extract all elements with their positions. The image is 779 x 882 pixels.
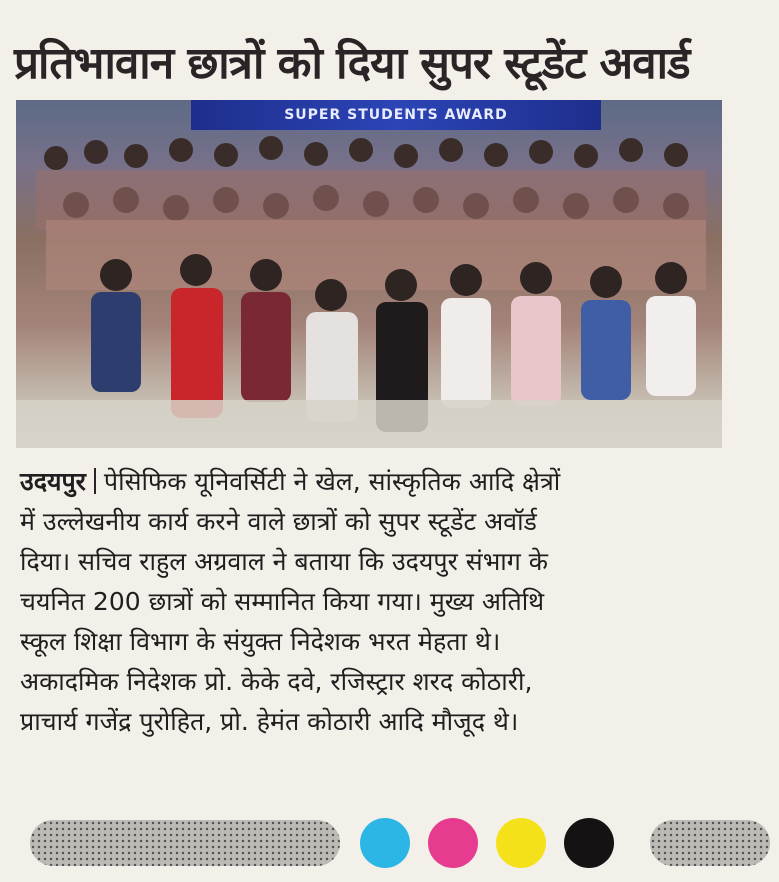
article-body xyxy=(20,462,736,742)
article-line: अकादमिक निदेशक प्रो. केके दवे, रजिस्ट्रार शरद कोठारी, xyxy=(20,667,533,696)
dateline-separator xyxy=(94,468,96,494)
award-banner: SUPER STUDENTS AWARD xyxy=(191,100,601,130)
cyan-registration-dot xyxy=(360,818,410,868)
article-line: उदयपुर पेसिफिक यूनिवर्सिटी ने खेल, सांस्कृतिक आदि क्षेत्रों xyxy=(20,467,561,496)
article-line: में उल्लेखनीय कार्य करने वाले छात्रों को सुपर स्टूडेंट अवॉर्ड xyxy=(20,507,537,536)
news-photo xyxy=(16,100,722,448)
yellow-registration-dot xyxy=(496,818,546,868)
dateline: उदयपुर xyxy=(20,467,86,496)
black-registration-dot xyxy=(564,818,614,868)
print-registration-bar-left xyxy=(30,820,340,866)
print-registration-bar-right xyxy=(650,820,770,866)
headline: प्रतिभावान छात्रों को दिया सुपर स्टूडेंट अवार्ड xyxy=(14,38,690,89)
article-line: स्कूल शिक्षा विभाग के संयुक्त निदेशक भरत मेहता थे। xyxy=(20,627,501,656)
article-line: प्राचार्य गजेंद्र पुरोहित, प्रो. हेमंत कोठारी आदि मौजूद थे। xyxy=(20,707,519,736)
article-line: दिया। सचिव राहुल अग्रवाल ने बताया कि उदयपुर संभाग के xyxy=(20,547,548,576)
crowd-illustration xyxy=(16,100,722,448)
article-line: चयनित 200 छात्रों को सम्मानित किया गया। मुख्य अतिथि xyxy=(20,587,545,616)
magenta-registration-dot xyxy=(428,818,478,868)
